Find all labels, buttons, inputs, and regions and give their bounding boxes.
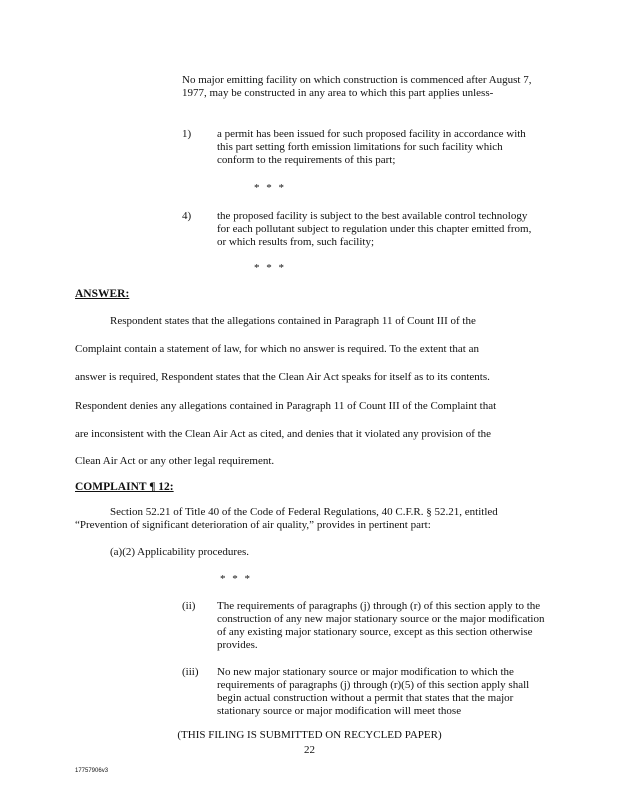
- answer-line: Clean Air Act or any other legal requirement.: [75, 455, 275, 467]
- ellipsis-stars: * * *: [254, 182, 286, 194]
- complaint-intro: Section 52.21 of Title 40 of the Code of Federal Regulations, 40 C.F.R. § 52.21, entitled “Prevention of significant deterioration of air quality,” provides in pertinent part:: [75, 506, 498, 531]
- answer-heading: ANSWER:: [75, 288, 130, 300]
- quote-item-text: the proposed facility is subject to the best available control technology for each pollutant subject to regulation under this chapter emitted from, or which results from, such facility;: [217, 210, 532, 248]
- ellipsis-stars: * * *: [220, 573, 252, 585]
- recycled-paper-notice: (THIS FILING IS SUBMITTED ON RECYCLED PAPER): [177, 729, 442, 741]
- ellipsis-stars: * * *: [254, 262, 286, 274]
- paragraph-text: No new major stationary source or major modification to which the requirements of paragraphs (j) through (r)(5) of this section apply shall begin actual construction without a permit that states that the major stationary source or major modification will meet those: [217, 666, 530, 717]
- quote-item-number: 1): [182, 128, 192, 140]
- answer-line: Complaint contain a statement of law, for which no answer is required. To the extent that an: [75, 343, 479, 355]
- document-id: 17757906v3: [75, 768, 109, 774]
- paragraph-number: (iii): [182, 666, 199, 678]
- complaint-subheading: (a)(2) Applicability procedures.: [110, 546, 249, 558]
- answer-line: Respondent states that the allegations contained in Paragraph 11 of Count III of the: [110, 315, 476, 327]
- paragraph-text: The requirements of paragraphs (j) through (r) of this section apply to the construction of any new major stationary source or the major modification of any existing major stationary source, except as this section otherwise provides.: [217, 600, 545, 651]
- page-number: 22: [304, 744, 315, 756]
- answer-line: are inconsistent with the Clean Air Act as cited, and denies that it violated any provision of the: [75, 428, 492, 440]
- answer-line: answer is required, Respondent states that the Clean Air Act speaks for itself as to its contents.: [75, 371, 490, 383]
- quote-intro: No major emitting facility on which construction is commenced after August 7, 1977, may be constructed in any area to which this part applies unless-: [182, 74, 532, 99]
- quote-item-text: a permit has been issued for such proposed facility in accordance with this part setting forth emission limitations for such facility which conform to the requirements of this part;: [217, 128, 526, 166]
- answer-line: Respondent denies any allegations contained in Paragraph 11 of Count III of the Complaint that: [75, 400, 497, 412]
- complaint-heading: COMPLAINT ¶ 12:: [75, 481, 174, 493]
- quote-item-number: 4): [182, 210, 192, 222]
- paragraph-number: (ii): [182, 600, 196, 612]
